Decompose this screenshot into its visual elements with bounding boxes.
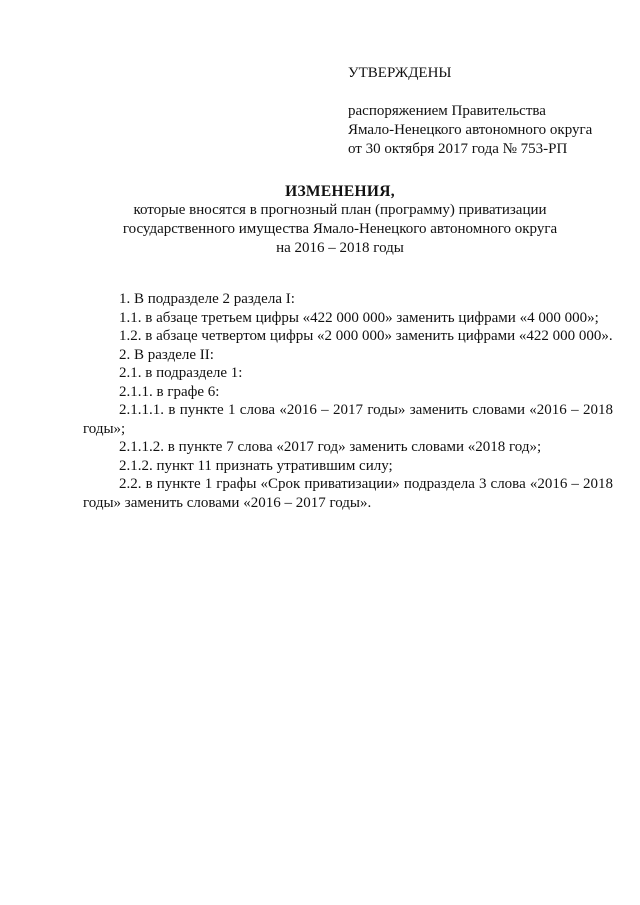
document-subtitle-line-3: на 2016 – 2018 годы [276, 240, 404, 256]
approval-line-issuer: распоряжением Правительства [348, 103, 546, 119]
paragraph-1-2: 1.2. в абзаце четвертом цифры «2 000 000» заменить цифрами «422 000 000». [119, 328, 613, 344]
document-subtitle-line-2: государственного имущества Ямало-Ненецкого автономного округа [122, 221, 558, 237]
paragraph-2-1-2: 2.1.2. пункт 11 признать утратившим силу; [119, 457, 393, 474]
paragraph-1-1: 1.1. в абзаце третьем цифры «422 000 000» заменить цифрами «4 000 000»; [119, 309, 599, 326]
paragraph-2-1: 2.1. в подразделе 1: [119, 365, 243, 381]
document-heading [60, 182, 620, 258]
approval-line-date-number: от 30 октября 2017 года № 753-РП [348, 141, 568, 157]
paragraph-2-1-1: 2.1.1. в графе 6: [119, 383, 220, 400]
document-subtitle-line-1: которые вносятся в прогнозный план (программу) приватизации [133, 202, 547, 218]
paragraph-2: 2. В разделе II: [119, 346, 214, 363]
paragraph-1: 1. В подразделе 2 раздела I: [119, 291, 295, 307]
approval-stamp: УТВЕРЖДЕНЫ [348, 65, 452, 81]
paragraph-2-1-1-1: 2.1.1.1. в пункте 1 слова «2016 – 2017 годы» заменить словами «2016 – 2018 годы»; [83, 402, 613, 437]
paragraph-2-2: 2.2. в пункте 1 графы «Срок приватизации» подраздела 3 слова «2016 – 2018 годы» заменить словами «2016 – 2017 годы». [83, 476, 613, 511]
paragraph-2-1-1-2: 2.1.1.2. в пункте 7 слова «2017 год» заменить словами «2018 год»; [119, 439, 542, 455]
approval-line-region: Ямало-Ненецкого автономного округа [348, 122, 593, 138]
document-body [83, 290, 613, 512]
approval-block [348, 64, 628, 159]
document-title: ИЗМЕНЕНИЯ, [285, 183, 395, 200]
